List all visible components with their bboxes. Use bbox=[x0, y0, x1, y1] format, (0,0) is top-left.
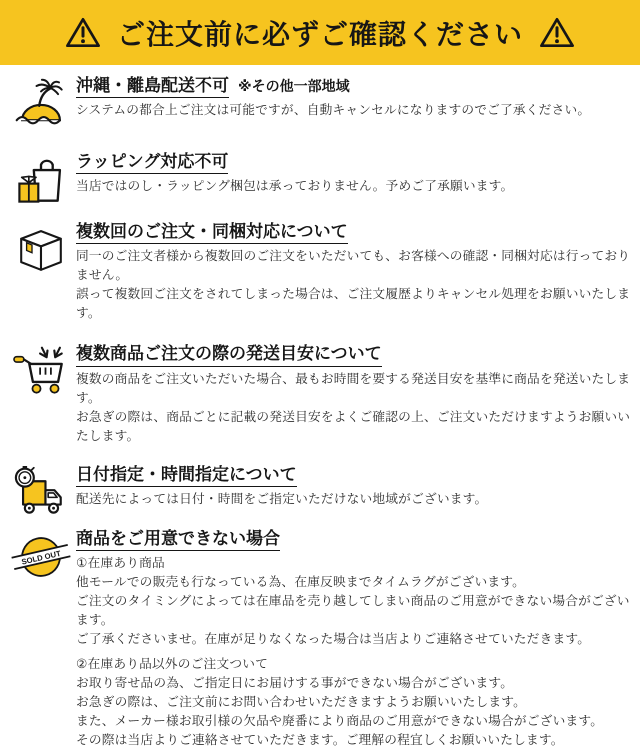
body-line: お取り寄せ品の為、ご指定日にお届けする事ができない場合がございます。 bbox=[76, 675, 514, 690]
warning-icon-right bbox=[539, 16, 575, 49]
body-line: 当店ではのし・ラッピング梱包は承っておりません。予めご了承願います。 bbox=[76, 179, 514, 194]
section-heading: 沖縄・離島配送不可 bbox=[76, 75, 229, 98]
body-line: 誤って複数回ご注文をされてしまった場合は、ご注文履歴よりキャンセル処理をお願いいたします。 bbox=[76, 287, 631, 321]
cart-icon bbox=[12, 343, 70, 399]
section-multiple-orders bbox=[12, 221, 632, 323]
body-line: お急ぎの際は、商品ごとに記載の発送目安をよくご確認の上、ご注文いただけますようお願いいたします。 bbox=[76, 409, 631, 443]
truck-icon bbox=[12, 464, 70, 518]
island-icon bbox=[12, 75, 70, 131]
body-line: ご了承くださいませ。在庫が足りなくなった場合は当店よりご連絡させていただきます。 bbox=[76, 631, 591, 646]
backorder-items-paragraph bbox=[76, 655, 632, 750]
body-line: その際は当店よりご連絡させていただきます。ご理解の程宜しくお願いいたします。 bbox=[76, 732, 564, 747]
body-line: ご注文のタイミングによっては在庫品を売り越してしまい商品のご用意ができない場合がございます。 bbox=[76, 593, 630, 627]
body-line: また、メーカー様お取引様の欠品や廃番により商品のご用意ができない場合がございます。 bbox=[76, 713, 604, 728]
body-line: 配送先によっては日付・時間をご指定いただけない地域がございます。 bbox=[76, 491, 488, 506]
body-line: ②在庫あり品以外のご注文ついて bbox=[76, 656, 268, 671]
body-line: お急ぎの際は、ご注文前にお問い合わせいただきますようお願いいたします。 bbox=[76, 694, 527, 709]
section-okinawa-shipping bbox=[12, 75, 632, 131]
body-line: 複数の商品をご注文いただいた場合、最もお時間を要する発送目安を基準に商品を発送いたします。 bbox=[76, 371, 631, 405]
soldout-icon bbox=[12, 528, 70, 584]
warning-icon-left bbox=[65, 16, 101, 49]
section-heading: 複数商品ご注文の際の発送目安について bbox=[76, 343, 382, 366]
section-unavailable bbox=[12, 528, 632, 750]
box-icon bbox=[12, 221, 70, 277]
section-heading-note: ※その他一部地域 bbox=[238, 78, 350, 94]
confirm-banner bbox=[0, 0, 640, 65]
section-heading: 商品をご用意できない場合 bbox=[76, 528, 280, 551]
notice-sections bbox=[0, 75, 640, 750]
section-heading: ラッピング対応不可 bbox=[76, 151, 228, 174]
section-heading: 複数回のご注文・同梱対応について bbox=[76, 221, 348, 244]
body-line: システムの都合上ご注文は可能ですが、自動キャンセルになりますのでご了承ください。 bbox=[76, 103, 591, 118]
section-shipping-estimate bbox=[12, 343, 632, 445]
giftbag-icon bbox=[12, 151, 70, 207]
section-no-wrapping bbox=[12, 151, 632, 207]
stock-items-paragraph bbox=[76, 554, 632, 649]
body-line: 同一のご注文者様から複数回のご注文をいただいても、お客様への確認・同梱対応は行っておりません。 bbox=[76, 249, 631, 283]
soldout-stamp-text: SOLD OUT bbox=[20, 548, 62, 567]
banner-title: ご注文前に必ずご確認ください bbox=[116, 18, 523, 50]
section-heading: 日付指定・時間指定について bbox=[76, 464, 297, 487]
section-date-time bbox=[12, 464, 632, 518]
body-line: 他モールでの販売も行なっている為、在庫反映までタイムラグがございます。 bbox=[76, 574, 526, 589]
body-line: ①在庫あり商品 bbox=[76, 555, 165, 570]
